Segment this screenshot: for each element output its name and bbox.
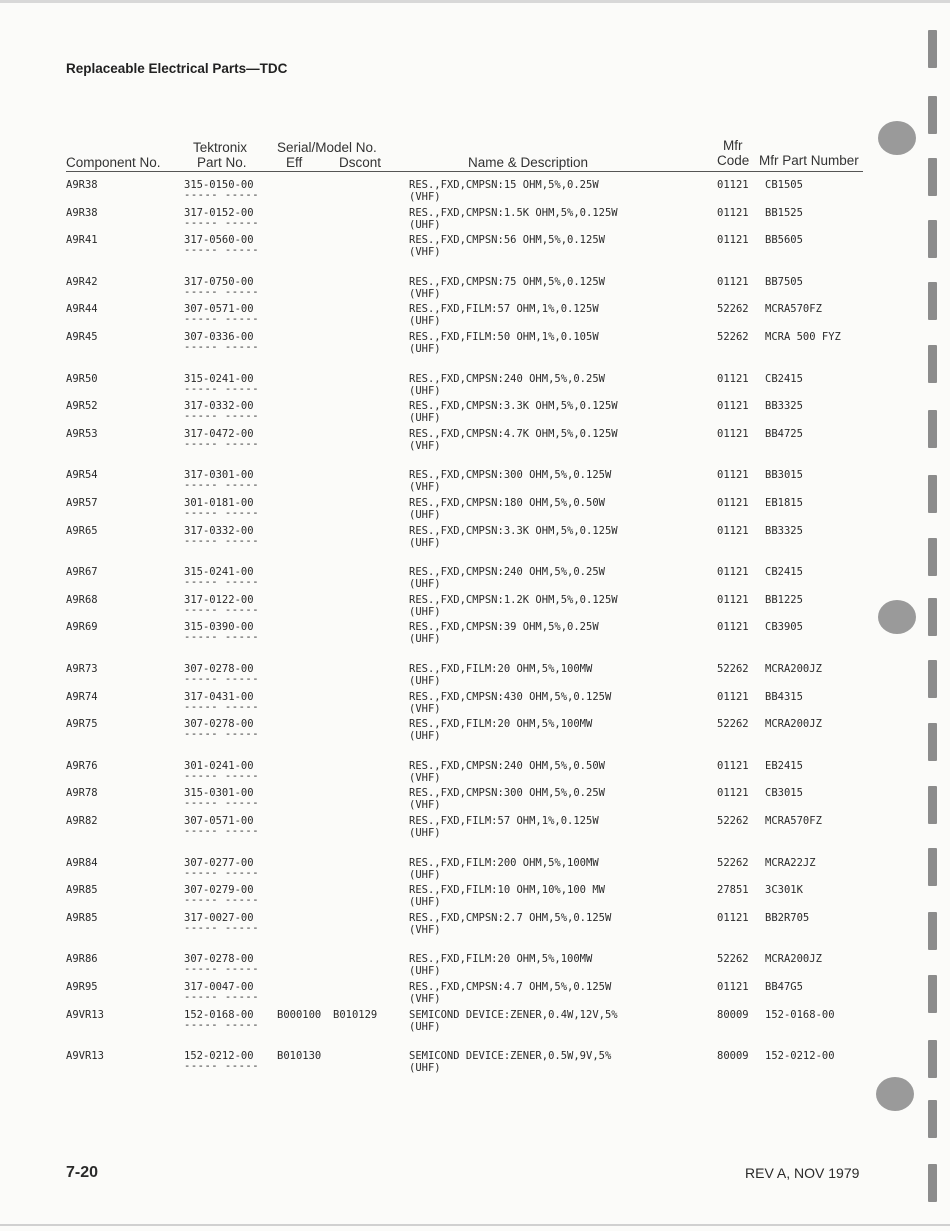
binder-tab — [928, 345, 937, 383]
mfr-code: 01121 — [717, 469, 749, 482]
top-edge-rule — [0, 0, 950, 3]
tektronix-part-no: 307-0278-00 — [184, 718, 254, 731]
table-row — [0, 519, 950, 547]
band-note: (UHF) — [409, 315, 441, 328]
band-note: (VHF) — [409, 191, 441, 203]
mfr-code: 52262 — [717, 953, 749, 966]
band-note: (VHF) — [409, 993, 441, 1005]
tektronix-part-no: 317-0301-00 — [184, 469, 254, 482]
mfr-code: 01121 — [717, 690, 749, 703]
tektronix-part-no: 301-0241-00 — [184, 759, 254, 772]
mfr-part-number: BB3015 — [765, 469, 803, 482]
serial-eff: B010130 — [277, 1050, 322, 1063]
mfr-part-number: BB4315 — [765, 690, 803, 703]
part-description: RES.,FXD,CMPSN:3.3K OHM,5%,0.125W — [409, 524, 618, 537]
table-row — [0, 906, 950, 934]
mfr-code: 52262 — [717, 718, 749, 731]
part-description: SEMICOND DEVICE:ZENER,0.5W,9V,5% — [409, 1050, 612, 1063]
part-description: SEMICOND DEVICE:ZENER,0.4W,12V,5% — [409, 1008, 618, 1021]
mfr-part-number: BB5605 — [765, 234, 803, 247]
col-name-description-label: Name & Description — [468, 155, 589, 170]
table-row — [0, 394, 950, 425]
tektronix-part-no: 317-0472-00 — [184, 427, 254, 440]
dash-marks: ----- ----- — [184, 673, 260, 685]
dash-marks: ----- ----- — [184, 963, 260, 976]
part-description: RES.,FXD,CMPSN:300 OHM,5%,0.125W — [409, 469, 612, 482]
mfr-code: 01121 — [717, 566, 749, 579]
dash-marks: ----- ----- — [184, 769, 260, 782]
band-note: (UHF) — [409, 827, 441, 839]
band-note: (UHF) — [409, 1020, 441, 1033]
part-description: RES.,FXD,FILM:57 OHM,1%,0.125W — [409, 303, 599, 316]
dash-marks: ----- ----- — [184, 894, 260, 907]
band-note: (UHF) — [409, 578, 441, 591]
part-description: RES.,FXD,CMPSN:240 OHM,5%,0.50W — [409, 759, 605, 772]
mfr-code: 52262 — [717, 331, 749, 343]
mfr-part-number: BB1225 — [765, 593, 803, 606]
table-row — [0, 712, 950, 743]
table-row — [0, 615, 950, 646]
mfr-part-number: MCRA570FZ — [765, 815, 822, 827]
col-mfr-label: Mfr — [723, 138, 743, 153]
band-note: (VHF) — [409, 702, 441, 715]
mfr-part-number: MCRA22JZ — [765, 856, 816, 869]
band-note: (VHF) — [409, 246, 441, 259]
component-no: A9R95 — [66, 981, 98, 993]
band-note: (UHF) — [409, 605, 441, 618]
mfr-part-number: MCRA200JZ — [765, 663, 822, 675]
part-description: RES.,FXD,CMPSN:1.2K OHM,5%,0.125W — [409, 593, 618, 606]
band-note: (UHF) — [409, 1062, 441, 1075]
component-no: A9R76 — [66, 759, 98, 772]
table-row — [0, 422, 950, 450]
tektronix-part-no: 307-0277-00 — [184, 856, 254, 869]
tektronix-part-no: 317-0431-00 — [184, 690, 254, 703]
table-row — [0, 851, 950, 879]
binder-tab — [928, 475, 937, 513]
component-no: A9R38 — [66, 179, 98, 191]
band-note: (VHF) — [409, 771, 441, 784]
table-row — [0, 588, 950, 616]
band-note: (UHF) — [409, 509, 441, 521]
component-no: A9R42 — [66, 275, 98, 288]
table-row — [0, 1044, 950, 1075]
component-no: A9R86 — [66, 953, 98, 966]
mfr-part-number: CB2415 — [765, 372, 803, 385]
table-row — [0, 201, 950, 229]
binder-tab — [928, 1100, 937, 1138]
mfr-code: 80009 — [717, 1050, 749, 1063]
punch-hole — [876, 1077, 914, 1111]
tektronix-part-no: 301-0181-00 — [184, 497, 254, 509]
component-no: A9R52 — [66, 400, 98, 413]
part-description: RES.,FXD,CMPSN:430 OHM,5%,0.125W — [409, 690, 612, 703]
mfr-part-number: CB3015 — [765, 787, 803, 800]
part-description: RES.,FXD,CMPSN:240 OHM,5%,0.25W — [409, 566, 605, 579]
part-description: RES.,FXD,CMPSN:56 OHM,5%,0.125W — [409, 234, 605, 247]
table-row — [0, 975, 950, 1003]
band-note: (UHF) — [409, 412, 441, 425]
col-mfr-part-label: Mfr Part Number — [759, 153, 859, 168]
dash-marks: ----- ----- — [184, 382, 260, 395]
tektronix-part-no: 307-0278-00 — [184, 953, 254, 966]
mfr-code: 52262 — [717, 303, 749, 316]
mfr-code: 01121 — [717, 179, 749, 191]
part-description: RES.,FXD,CMPSN:3.3K OHM,5%,0.125W — [409, 400, 618, 413]
dash-marks: ----- ----- — [184, 603, 260, 616]
punch-hole — [878, 600, 916, 634]
mfr-code: 80009 — [717, 1008, 749, 1021]
mfr-code: 01121 — [717, 275, 749, 288]
binder-tab — [928, 975, 937, 1013]
part-description: RES.,FXD,FILM:20 OHM,5%,100MW — [409, 953, 593, 966]
tektronix-part-no: 315-0241-00 — [184, 566, 254, 579]
mfr-code: 01121 — [717, 427, 749, 440]
dash-marks: ----- ----- — [184, 1018, 260, 1031]
dash-marks: ----- ----- — [184, 797, 260, 810]
band-note: (UHF) — [409, 965, 441, 978]
mfr-code: 01121 — [717, 911, 749, 924]
binder-tab — [928, 598, 937, 636]
band-note: (UHF) — [409, 384, 441, 397]
tektronix-part-no: 315-0301-00 — [184, 787, 254, 800]
part-description: RES.,FXD,CMPSN:4.7 OHM,5%,0.125W — [409, 981, 612, 993]
band-note: (VHF) — [409, 287, 441, 300]
table-row — [0, 367, 950, 395]
table-row — [0, 463, 950, 494]
tektronix-part-no: 317-0047-00 — [184, 981, 254, 993]
binder-tab — [928, 660, 937, 698]
mfr-part-number: MCRA 500 FYZ — [765, 331, 841, 343]
tektronix-part-no: 317-0332-00 — [184, 400, 254, 413]
mfr-code: 52262 — [717, 815, 749, 827]
mfr-part-number: BB3325 — [765, 524, 803, 537]
table-row — [0, 878, 950, 909]
table-row — [0, 809, 950, 837]
component-no: A9R65 — [66, 524, 98, 537]
dash-marks: ----- ----- — [184, 410, 260, 423]
binder-tab — [928, 158, 937, 196]
band-note: (VHF) — [409, 799, 441, 812]
band-note: (UHF) — [409, 536, 441, 549]
component-no: A9VR13 — [66, 1050, 104, 1063]
band-note: (VHF) — [409, 481, 441, 494]
mfr-part-number: BB47G5 — [765, 981, 803, 993]
page-number: 7-20 — [66, 1164, 99, 1181]
dash-marks: ----- ----- — [184, 631, 260, 644]
band-note: (UHF) — [409, 868, 441, 881]
bottom-edge-rule — [0, 1224, 950, 1226]
band-note: (VHF) — [409, 923, 441, 936]
serial-dscont: B010129 — [333, 1008, 378, 1021]
mfr-part-number: MCRA200JZ — [765, 718, 822, 731]
binder-tab — [928, 30, 937, 68]
serial-eff: B000100 — [277, 1008, 322, 1021]
binder-tab — [928, 723, 937, 761]
tektronix-part-no: 307-0571-00 — [184, 303, 254, 316]
mfr-part-number: BB7505 — [765, 275, 803, 288]
band-note: (UHF) — [409, 730, 441, 743]
mfr-code: 01121 — [717, 400, 749, 413]
running-head-title: Replaceable Electrical Parts—TDC — [66, 61, 288, 76]
dash-marks: ----- ----- — [184, 216, 260, 229]
tektronix-part-no: 317-0027-00 — [184, 911, 254, 924]
dash-marks: ----- ----- — [184, 576, 260, 589]
part-description: RES.,FXD,FILM:57 OHM,1%,0.125W — [409, 815, 599, 827]
component-no: A9R85 — [66, 884, 98, 897]
mfr-code: 01121 — [717, 621, 749, 634]
mfr-code: 01121 — [717, 787, 749, 800]
component-no: A9R84 — [66, 856, 98, 869]
mfr-part-number: BB1525 — [765, 206, 803, 219]
tektronix-part-no: 152-0168-00 — [184, 1008, 254, 1021]
tektronix-part-no: 315-0150-00 — [184, 179, 254, 191]
col-tektronix-label: Tektronix — [193, 140, 248, 155]
mfr-part-number: MCRA200JZ — [765, 953, 822, 966]
dash-marks: ----- ----- — [184, 700, 260, 713]
punch-hole — [878, 121, 916, 155]
tektronix-part-no: 317-0122-00 — [184, 593, 254, 606]
part-description: RES.,FXD,FILM:20 OHM,5%,100MW — [409, 663, 593, 675]
binder-tab — [928, 410, 937, 448]
dash-marks: ----- ----- — [184, 285, 260, 298]
mfr-part-number: CB3905 — [765, 621, 803, 634]
component-no: A9R78 — [66, 787, 98, 800]
tektronix-part-no: 307-0278-00 — [184, 663, 254, 675]
band-note: (UHF) — [409, 633, 441, 646]
dash-marks: ----- ----- — [184, 1060, 260, 1073]
table-row — [0, 228, 950, 259]
table-row — [0, 1003, 950, 1031]
component-no: A9R38 — [66, 206, 98, 219]
mfr-code: 01121 — [717, 593, 749, 606]
mfr-part-number: 3C301K — [765, 884, 803, 897]
binder-tab — [928, 96, 937, 134]
dash-marks: ----- ----- — [184, 507, 260, 519]
table-row — [0, 947, 950, 978]
dash-marks: ----- ----- — [184, 728, 260, 741]
part-description: RES.,FXD,CMPSN:300 OHM,5%,0.25W — [409, 787, 605, 800]
component-no: A9R74 — [66, 690, 98, 703]
tektronix-part-no: 315-0390-00 — [184, 621, 254, 634]
component-no: A9R73 — [66, 663, 98, 675]
dash-marks: ----- ----- — [184, 825, 260, 837]
component-no: A9R69 — [66, 621, 98, 634]
col-serial-label: Serial/Model No. — [277, 140, 377, 155]
band-note: (VHF) — [409, 439, 441, 452]
dash-marks: ----- ----- — [184, 437, 260, 450]
mfr-part-number: EB1815 — [765, 497, 803, 509]
mfr-part-number: CB2415 — [765, 566, 803, 579]
revision-date: REV A, NOV 1979 — [745, 1165, 860, 1181]
col-code-label: Code — [717, 153, 750, 168]
component-no: A9R45 — [66, 331, 98, 343]
binder-tab — [928, 282, 937, 320]
mfr-code: 01121 — [717, 759, 749, 772]
part-description: RES.,FXD,CMPSN:4.7K OHM,5%,0.125W — [409, 427, 618, 440]
tektronix-part-no: 307-0571-00 — [184, 815, 254, 827]
part-description: RES.,FXD,CMPSN:39 OHM,5%,0.25W — [409, 621, 599, 634]
part-description: RES.,FXD,CMPSN:1.5K OHM,5%,0.125W — [409, 206, 618, 219]
component-no: A9R41 — [66, 234, 98, 247]
part-description: RES.,FXD,CMPSN:15 OHM,5%,0.25W — [409, 179, 599, 191]
dash-marks: ----- ----- — [184, 244, 260, 257]
component-no: A9R50 — [66, 372, 98, 385]
table-row — [0, 657, 950, 685]
dash-marks: ----- ----- — [184, 991, 260, 1003]
mfr-code: 01121 — [717, 524, 749, 537]
dash-marks: ----- ----- — [184, 479, 260, 492]
tektronix-part-no: 317-0750-00 — [184, 275, 254, 288]
tektronix-part-no: 307-0279-00 — [184, 884, 254, 897]
binder-tab — [928, 912, 937, 950]
component-no: A9R57 — [66, 497, 98, 509]
table-row — [0, 685, 950, 713]
part-description: RES.,FXD,FILM:50 OHM,1%,0.105W — [409, 331, 599, 343]
col-eff-label: Eff — [286, 155, 303, 170]
component-no: A9R44 — [66, 303, 98, 316]
mfr-part-number: BB4725 — [765, 427, 803, 440]
tektronix-part-no: 317-0560-00 — [184, 234, 254, 247]
mfr-part-number: BB3325 — [765, 400, 803, 413]
part-description: RES.,FXD,CMPSN:2.7 OHM,5%,0.125W — [409, 911, 612, 924]
mfr-code: 52262 — [717, 856, 749, 869]
tektronix-part-no: 307-0336-00 — [184, 331, 254, 343]
dash-marks: ----- ----- — [184, 866, 260, 879]
binder-tab — [928, 848, 937, 886]
mfr-part-number: EB2415 — [765, 759, 803, 772]
col-component-label: Component No. — [66, 155, 161, 170]
component-no: A9R68 — [66, 593, 98, 606]
band-note: (UHF) — [409, 675, 441, 687]
part-description: RES.,FXD,CMPSN:75 OHM,5%,0.125W — [409, 275, 605, 288]
dash-marks: ----- ----- — [184, 341, 260, 353]
part-description: RES.,FXD,FILM:10 OHM,10%,100 MW — [409, 884, 605, 897]
component-no: A9R53 — [66, 427, 98, 440]
tektronix-part-no: 152-0212-00 — [184, 1050, 254, 1063]
mfr-code: 01121 — [717, 234, 749, 247]
part-description: RES.,FXD,CMPSN:180 OHM,5%,0.50W — [409, 497, 605, 509]
col-dscont-label: Dscont — [339, 155, 382, 170]
component-no: A9R75 — [66, 718, 98, 731]
mfr-code: 27851 — [717, 884, 749, 897]
band-note: (UHF) — [409, 218, 441, 231]
column-headers — [0, 135, 950, 173]
part-description: RES.,FXD,FILM:200 OHM,5%,100MW — [409, 856, 599, 869]
table-row — [0, 325, 950, 353]
dash-marks: ----- ----- — [184, 534, 260, 547]
component-no: A9R67 — [66, 566, 98, 579]
table-row — [0, 173, 950, 201]
mfr-code: 01121 — [717, 206, 749, 219]
binder-tab — [928, 538, 937, 576]
tektronix-part-no: 317-0152-00 — [184, 206, 254, 219]
table-row — [0, 270, 950, 298]
dash-marks: ----- ----- — [184, 189, 260, 201]
table-row — [0, 560, 950, 591]
band-note: (UHF) — [409, 343, 441, 355]
tektronix-part-no: 315-0241-00 — [184, 372, 254, 385]
binder-tab — [928, 1164, 937, 1202]
mfr-code: 52262 — [717, 663, 749, 675]
part-description: RES.,FXD,FILM:20 OHM,5%,100MW — [409, 718, 593, 731]
mfr-code: 01121 — [717, 372, 749, 385]
mfr-code: 01121 — [717, 497, 749, 509]
header-rule — [66, 171, 863, 172]
component-no: A9R85 — [66, 911, 98, 924]
mfr-part-number: BB2R705 — [765, 911, 810, 924]
binder-tab — [928, 1040, 937, 1078]
table-row — [0, 781, 950, 812]
part-description: RES.,FXD,CMPSN:240 OHM,5%,0.25W — [409, 372, 605, 385]
table-row — [0, 297, 950, 328]
mfr-part-number: MCRA570FZ — [765, 303, 822, 316]
table-row — [0, 491, 950, 519]
table-row — [0, 754, 950, 782]
dash-marks: ----- ----- — [184, 313, 260, 326]
tektronix-part-no: 317-0332-00 — [184, 524, 254, 537]
component-no: A9VR13 — [66, 1008, 104, 1021]
mfr-code: 01121 — [717, 981, 749, 993]
mfr-part-number: CB1505 — [765, 179, 803, 191]
binder-tab — [928, 786, 937, 824]
band-note: (UHF) — [409, 896, 441, 909]
binder-tab — [928, 220, 937, 258]
mfr-part-number: 152-0212-00 — [765, 1050, 835, 1063]
component-no: A9R54 — [66, 469, 98, 482]
component-no: A9R82 — [66, 815, 98, 827]
dash-marks: ----- ----- — [184, 921, 260, 934]
col-part-no-label: Part No. — [197, 155, 247, 170]
mfr-part-number: 152-0168-00 — [765, 1008, 835, 1021]
